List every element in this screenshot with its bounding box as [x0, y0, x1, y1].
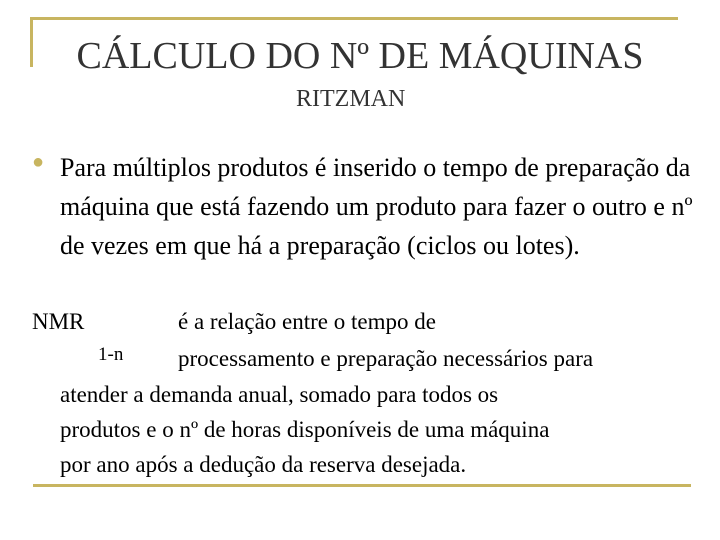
slide-title: CÁLCULO DO Nº DE MÁQUINAS: [76, 35, 644, 77]
bullet-text: Para múltiplos produtos é inserido o tempo de preparação da máquina que está fazendo um produto para fazer o outro e nº de vezes em que há a preparação (ciclos ou lotes).: [60, 153, 693, 260]
definition-subscript: 1-n: [98, 344, 124, 365]
bullet-dot-icon: ●: [32, 151, 45, 173]
decorative-bottom-rule: [33, 484, 691, 487]
definition-line-4: produtos e o nº de horas disponíveis de uma máquina: [60, 417, 550, 442]
slide-subtitle: RITZMAN: [296, 86, 406, 112]
definition-line-1: é a relação entre o tempo de: [178, 309, 436, 334]
definition-line-2: processamento e preparação necessários para: [178, 346, 594, 371]
definition-line-3: atender a demanda anual, somado para todos os: [60, 382, 499, 407]
definition-line-5: por ano após a dedução da reserva desejada.: [60, 452, 467, 477]
decorative-top-rule: [30, 17, 678, 20]
definition-term: NMR: [32, 309, 85, 334]
